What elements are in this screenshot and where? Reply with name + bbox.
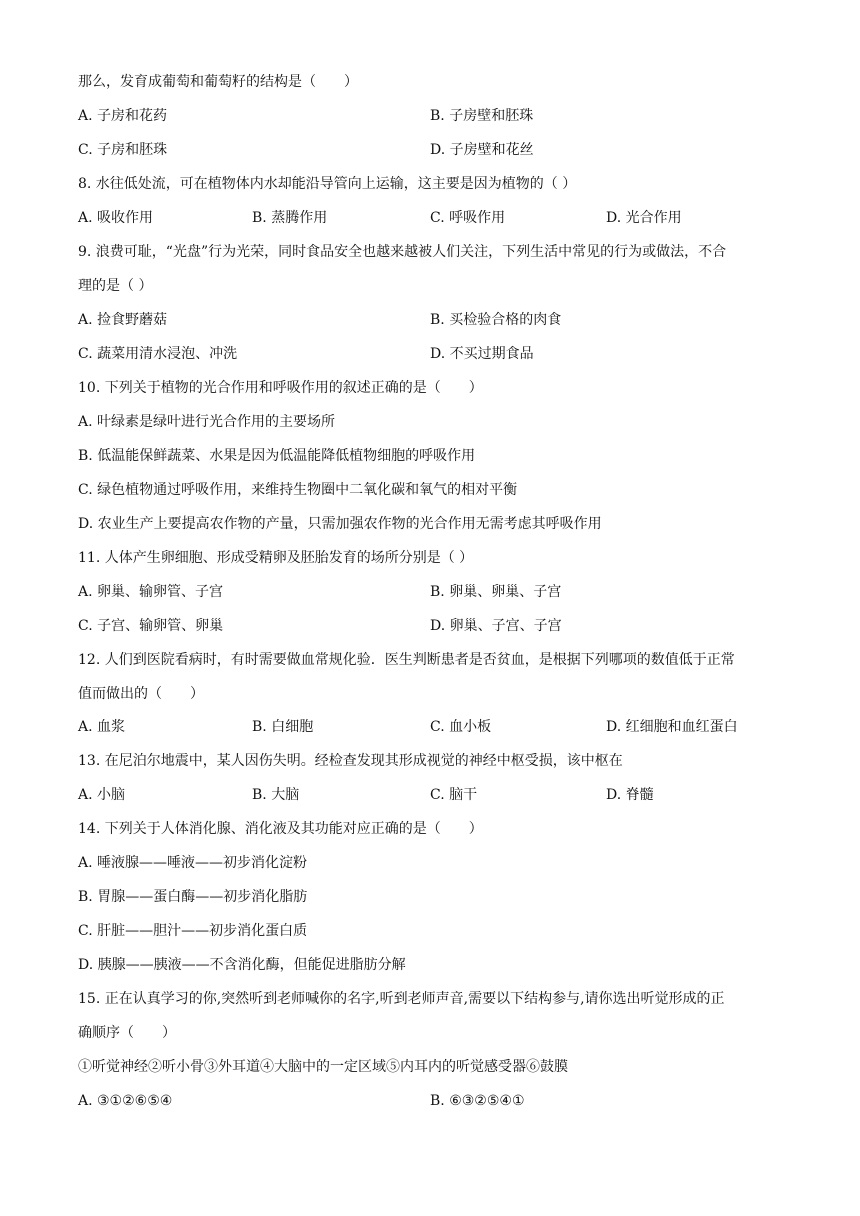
question-12-options — [78, 716, 798, 738]
option-a[interactable]: A. 血浆 — [78, 719, 126, 735]
option-a[interactable]: A. 卵巢、输卵管、子宫 — [78, 584, 224, 600]
option-a[interactable]: A. 唾液腺——唾液——初步消化淀粉 — [78, 855, 308, 871]
option-b[interactable]: B. 大脑 — [252, 787, 300, 803]
option-c[interactable]: C. 肝脏——胆汁——初步消化蛋白质 — [78, 923, 308, 939]
question-15-stem-line-1: 15. 正在认真学习的你,突然听到老师喊你的名字,听到老师声音,需要以下结构参与,请你选出听觉形成的正 — [78, 991, 725, 1007]
question-11-stem: 11. 人体产生卵细胞、形成受精卵及胚胎发育的场所分别是（ ） — [78, 550, 474, 566]
option-b[interactable]: B. 买检验合格的肉食 — [430, 312, 562, 328]
option-a[interactable]: A. 吸收作用 — [78, 210, 154, 226]
option-a[interactable]: A. 叶绿素是绿叶进行光合作用的主要场所 — [78, 414, 336, 430]
option-b[interactable]: B. 子房壁和胚珠 — [430, 108, 534, 124]
question-15-options — [78, 1090, 798, 1112]
option-d[interactable]: D. 子房壁和花丝 — [430, 142, 534, 158]
option-c[interactable]: C. 蔬菜用清水浸泡、冲洗 — [78, 346, 238, 362]
question-9-options-row-2 — [78, 343, 798, 365]
option-c[interactable]: C. 呼吸作用 — [430, 210, 506, 226]
option-b[interactable]: B. ⑥③②⑤④① — [430, 1093, 525, 1109]
question-8-options — [78, 207, 798, 229]
question-13-options — [78, 784, 798, 806]
question-12-stem-line-2: 值而做出的（ ） — [78, 686, 204, 702]
question-7-options-row-1 — [78, 105, 798, 127]
option-d[interactable]: D. 光合作用 — [606, 210, 682, 226]
question-11-options-row-2 — [78, 615, 798, 637]
question-7-options-row-2 — [78, 139, 798, 161]
question-15-structures: ①听觉神经②听小骨③外耳道④大脑中的一定区域⑤内耳内的听觉感受器⑥鼓膜 — [78, 1059, 568, 1075]
question-13-stem: 13. 在尼泊尔地震中，某人因伤失明。经检查发现其形成视觉的神经中枢受损，该中枢在 — [78, 753, 623, 769]
option-c[interactable]: C. 血小板 — [430, 719, 492, 735]
option-d[interactable]: D. 脊髓 — [606, 787, 654, 803]
option-a[interactable]: A. 小脑 — [78, 787, 126, 803]
question-9-stem-line-1: 9. 浪费可耻，“光盘”行为光荣，同时食品安全也越来越被人们关注，下列生活中常见的行为或做法，不合 — [78, 244, 727, 260]
option-b[interactable]: B. 蒸腾作用 — [252, 210, 328, 226]
option-c[interactable]: C. 子宫、输卵管、卵巢 — [78, 618, 224, 634]
option-a[interactable]: A. ③①②⑥⑤④ — [78, 1093, 173, 1109]
option-b[interactable]: B. 白细胞 — [252, 719, 314, 735]
option-d[interactable]: D. 卵巢、子宫、子宫 — [430, 618, 562, 634]
option-b[interactable]: B. 低温能保鲜蔬菜、水果是因为低温能降低植物细胞的呼吸作用 — [78, 448, 476, 464]
option-d[interactable]: D. 农业生产上要提高农作物的产量，只需加强农作物的光合作用无需考虑其呼吸作用 — [78, 516, 602, 532]
question-10-stem: 10. 下列关于植物的光合作用和呼吸作用的叙述正确的是（ ） — [78, 380, 483, 396]
option-b[interactable]: B. 卵巢、卵巢、子宫 — [430, 584, 562, 600]
question-9-options-row-1 — [78, 309, 798, 331]
option-d[interactable]: D. 红细胞和血红蛋白 — [606, 719, 738, 735]
option-a[interactable]: A. 子房和花药 — [78, 108, 168, 124]
option-d[interactable]: D. 不买过期食品 — [430, 346, 534, 362]
option-c[interactable]: C. 子房和胚珠 — [78, 142, 168, 158]
option-a[interactable]: A. 捡食野蘑菇 — [78, 312, 168, 328]
question-15-stem-line-2: 确顺序（ ） — [78, 1025, 176, 1041]
option-d[interactable]: D. 胰腺——胰液——不含消化酶，但能促进脂肪分解 — [78, 957, 406, 973]
question-7-stem: 那么，发育成葡萄和葡萄籽的结构是（ ） — [78, 74, 358, 90]
question-8-stem: 8. 水往低处流，可在植物体内水却能沿导管向上运输，这主要是因为植物的（ ） — [78, 176, 577, 192]
option-b[interactable]: B. 胃腺——蛋白酶——初步消化脂肪 — [78, 889, 308, 905]
option-c[interactable]: C. 脑干 — [430, 787, 478, 803]
question-12-stem-line-1: 12. 人们到医院看病时，有时需要做血常规化验．医生判断患者是否贫血，是根据下列哪项的数值低于正常 — [78, 652, 735, 668]
question-11-options-row-1 — [78, 581, 798, 603]
question-14-stem: 14. 下列关于人体消化腺、消化液及其功能对应正确的是（ ） — [78, 821, 483, 837]
option-c[interactable]: C. 绿色植物通过呼吸作用，来维持生物圈中二氧化碳和氧气的相对平衡 — [78, 482, 518, 498]
question-9-stem-line-2: 理的是（ ） — [78, 278, 153, 294]
